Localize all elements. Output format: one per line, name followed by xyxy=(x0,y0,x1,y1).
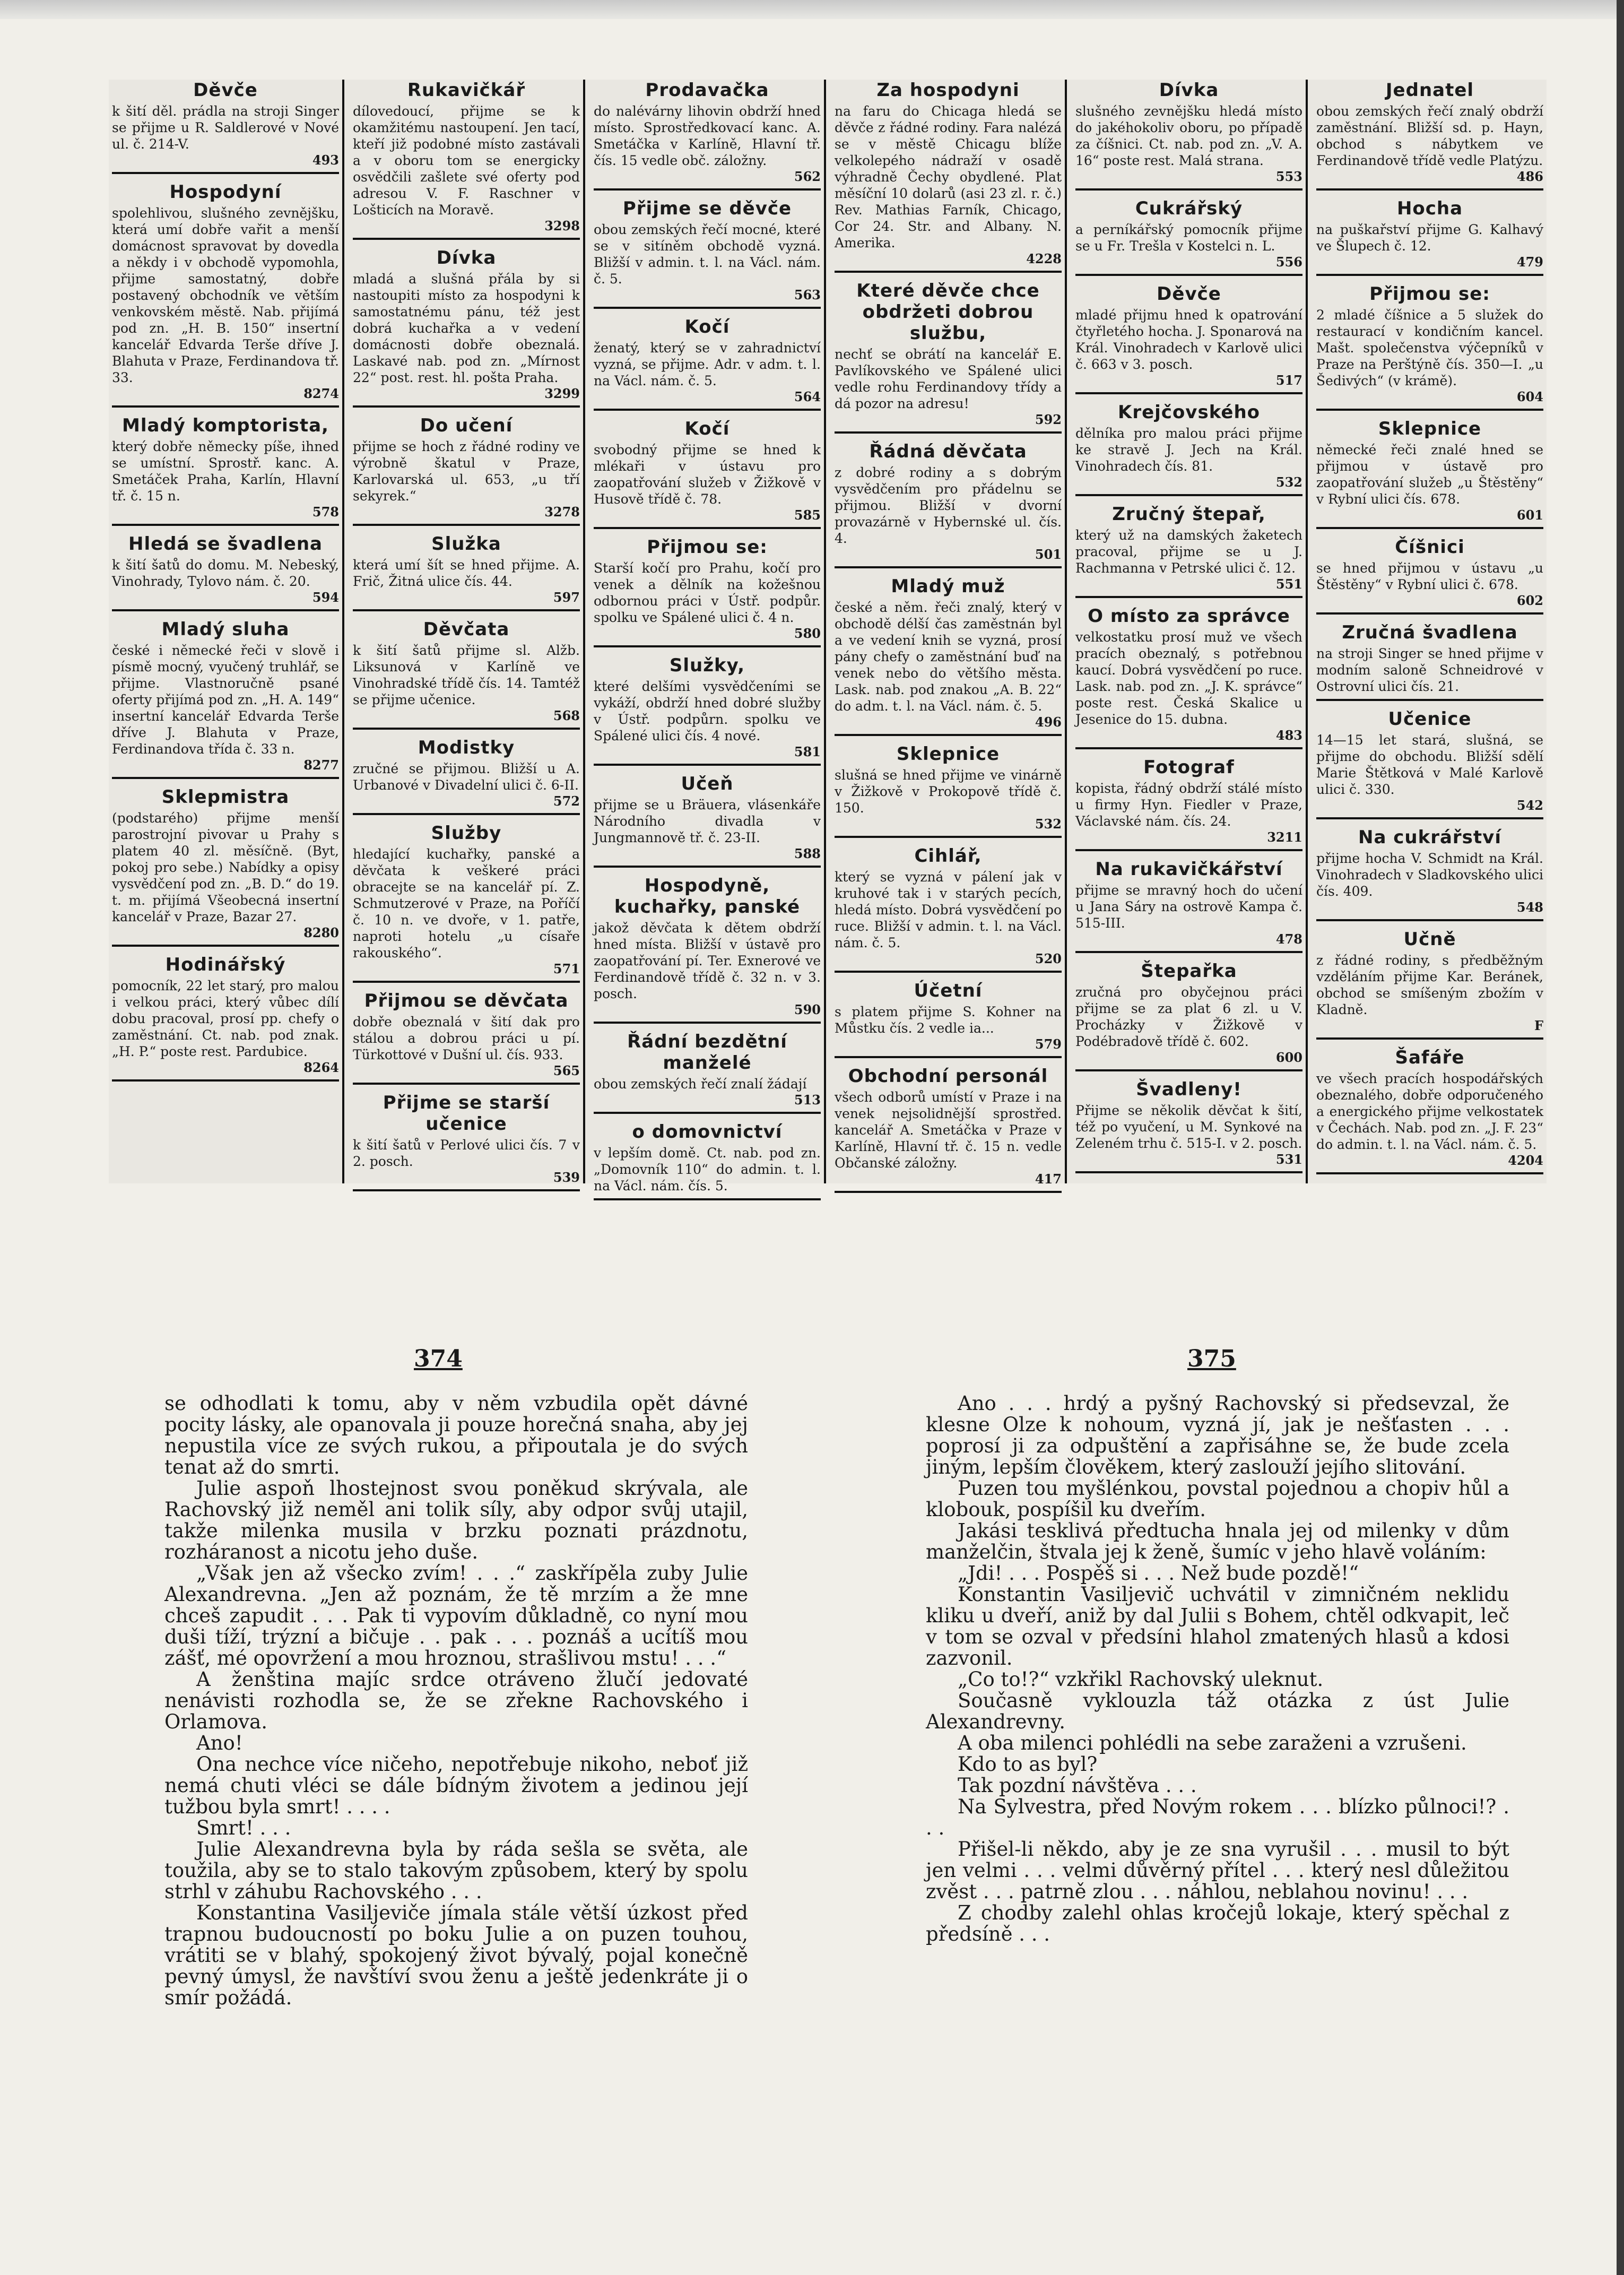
ad-heading: Hospodyní xyxy=(169,181,282,203)
ad-text: přijme se hoch z řádné rodiny ve výrobně škatul v Praze, Karlovarská ul. 653, „u tří sekyrek.“ xyxy=(353,439,580,504)
ad-number: 542 xyxy=(1516,798,1543,813)
ad-number: 3299 xyxy=(544,386,580,401)
ad-number: 483 xyxy=(1275,728,1302,743)
ad-text: zručné se přijmou. Bližší u A. Urbanové v Divadelní ulici č. 6-II. xyxy=(353,761,580,793)
classified-ad xyxy=(594,198,821,309)
ad-number: 592 xyxy=(1035,412,1062,427)
ad-column xyxy=(590,80,826,1193)
ad-text: obou zemských řečí mocné, které se v sitíněm obchodě vyzná. Bližší v admin. t. l. na Václ. nám. č. 5. xyxy=(594,222,821,287)
ad-number: 604 xyxy=(1516,389,1543,404)
ad-heading: Prodavačka xyxy=(645,80,769,101)
ad-text: obou zemských řečí znalí žádají xyxy=(594,1076,807,1092)
ad-text: které delšími vysvědčeními se vykáží, obdrží hned dobré služby v Ústř. podpůrn. spolku ve Spálené ulici čís. 4 nové. xyxy=(594,679,821,743)
classified-ad xyxy=(1316,622,1543,701)
ad-number: 532 xyxy=(1275,474,1302,490)
paragraph: Ona nechce více ničeho, nepotřebuje nikoho, neboť již nemá chuti vléci se dále bídným životem a jedinou její tužbou byla smrt! . . . . xyxy=(164,1753,748,1818)
ad-number: 486 xyxy=(1516,169,1543,184)
ad-heading: Šafáře xyxy=(1395,1047,1465,1068)
ad-text: ženatý, který se v zahradnictví vyzná, se přijme. Adr. v adm. t. l. na Václ. nám. č. 5. xyxy=(594,340,821,388)
ad-text: ve všech pracích hospodářských obeznalého, dobře odporučeného a energického přijme velkostatek v Čechách. Nab. pod zn. „J. F. 23“ do admin. t. l. na Václ. nám. č. 5. xyxy=(1316,1071,1543,1152)
classified-ad xyxy=(1075,961,1302,1071)
ad-heading: Řádná děvčata xyxy=(869,441,1027,462)
ad-number: 572 xyxy=(553,793,580,809)
ad-number: 4228 xyxy=(1026,251,1062,266)
ad-column xyxy=(109,80,344,1183)
classified-ad xyxy=(353,990,580,1085)
classified-ad xyxy=(594,875,821,1024)
ad-heading: Na rukavičkářství xyxy=(1095,859,1283,880)
ad-heading: Učně xyxy=(1403,929,1456,950)
ad-text: který dobře německy píše, ihned se umístní. Sprostř. kanc. A. Smetáček Praha, Karlín, Hlavní tř. č. 15 n. xyxy=(112,439,339,504)
ad-heading: Jednatel xyxy=(1385,80,1474,101)
ad-text: k šití šatů přijme sl. Alžb. Liksunová v Karlíně ve Vinohradské třídě čís. 14. Tamtéž se přijme učenice. xyxy=(353,643,580,707)
ad-heading: Hospodyně, kuchařky, panské xyxy=(614,875,801,918)
classified-ad xyxy=(1316,708,1543,819)
classified-ad xyxy=(112,80,339,174)
ad-heading: Cihlář, xyxy=(914,845,982,867)
ad-heading: Fotograf xyxy=(1143,757,1235,778)
ad-text: do nalévárny lihovin obdrží hned místo. Sprostředkovací kanc. A. Smetáčka v Karlíně, Hlavní tř. čís. 15 vedle obč. záložny. xyxy=(594,103,821,168)
ad-heading: o domovnictví xyxy=(632,1121,783,1143)
ad-heading: Učenice xyxy=(1388,708,1472,730)
book-page-left-text xyxy=(164,1393,748,2009)
ad-heading: Obchodní personál xyxy=(848,1066,1048,1087)
ad-heading: Dívka xyxy=(436,247,497,269)
ad-text: slušná se hned přijme ve vinárně v Žižkově v Prokopově třídě č. 150. xyxy=(835,767,1062,816)
classified-ad xyxy=(1075,402,1302,496)
classified-ad xyxy=(835,980,1062,1058)
classified-ad xyxy=(835,576,1062,736)
ad-number: 580 xyxy=(794,626,821,641)
ad-number: 531 xyxy=(1275,1152,1302,1167)
ad-heading: Učeň xyxy=(681,773,734,794)
paragraph: „Jdi! . . . Pospěš si . . . Než bude pozdě!“ xyxy=(958,1562,1359,1585)
paragraph: „Však jen až všecko zvím! . . .“ zaskřípěla zuby Julie Alexandrevna. „Jen až poznám, že tě mrzím a že mne chceš zapudit . . . Pak ti vypovím důkladně, co nyní mou duši tíží, trýzní a bičuje . . pak . . . poznáš a ucítíš mou zášť, mé opovržení a mou hroznou, strašlivou mstu! . . .“ xyxy=(164,1562,748,1670)
ad-text: s platem přijme S. Kohner na Můstku čís. 2 vedle ia... xyxy=(835,1004,1062,1036)
ad-number: 539 xyxy=(553,1170,580,1185)
ad-text: mladá a slušná přála by si nastoupiti místo za hospodyni k samostatnému pánu, též jest dobrá kuchařka a v vedení domácnosti dobře obeznalá. Laskavé nab. pod zn. „Mírnost 22“ post. rest. hl. pošta Praha. xyxy=(353,271,580,385)
ad-heading: Kočí xyxy=(684,316,730,338)
ad-heading: Sklepnice xyxy=(1378,418,1482,439)
ad-column xyxy=(1072,80,1308,1183)
paragraph: A ženština majíc srdce otráveno žlučí jedovaté nenávisti rozhodla se, že se zřekne Rachovského i Orlamova. xyxy=(164,1668,748,1733)
ad-number: 493 xyxy=(312,152,339,168)
ad-number: 551 xyxy=(1275,576,1302,592)
classified-ad xyxy=(594,1121,821,1200)
ad-number: 496 xyxy=(1035,714,1062,730)
classified-ad xyxy=(112,181,339,408)
ad-heading: Dívka xyxy=(1159,80,1219,101)
paragraph: Ano! xyxy=(196,1732,243,1754)
ad-text: k šití děl. prádla na stroji Singer se přijme u R. Saldlerové v Nové ul. č. 214-V. xyxy=(112,103,339,152)
classified-ad xyxy=(112,786,339,947)
ad-text: nechť se obrátí na kancelář E. Pavlíkovského ve Spálené ulici vedle rohu Ferdinandovy třídy a dá pozor na adresu! xyxy=(835,347,1062,411)
classified-ad xyxy=(835,280,1062,434)
ad-text: všech odborů umístí v Praze i na venek nejsolidnější sprostřed. kancelář A. Smetáčka v Praze v Karlíně, Hlavní tř. č. 15 n. vedle Občanské záložny. xyxy=(835,1089,1062,1171)
ad-heading: Přijme se starší učenice xyxy=(383,1092,550,1135)
ad-heading: Štepařka xyxy=(1141,961,1237,982)
paragraph: „Co to!?“ vzkřikl Rachovský uleknut. xyxy=(958,1668,1324,1691)
page-number-left: 374 xyxy=(414,1345,463,1372)
ad-number: 581 xyxy=(794,744,821,759)
ad-number: 588 xyxy=(794,846,821,861)
ad-text: Starší kočí pro Prahu, kočí pro venek a dělník na kožešnou odbornou práci v Ústř. podpůr. spolku ve Spálené ulici č. 4 n. xyxy=(594,560,821,625)
ad-number: 564 xyxy=(794,389,821,404)
ad-text: a perníkářský pomocník přijme se u Fr. Trešla v Kostelci n. L. xyxy=(1075,222,1302,254)
ad-heading: Modistky xyxy=(418,737,515,758)
ad-heading: Přijmou se: xyxy=(647,537,768,558)
paragraph: Ano . . . hrdý a pyšný Rachovský si předsevzal, že klesne Olze k nohoum, vyzná jí, jak je nešťasten . . . poprosí ji za odpuštění a zapřisáhne se, že bude zcela jiným, lepším člověkem, který zaslouží jejího slitování. xyxy=(926,1392,1509,1478)
ad-text: se hned přijmou v ústavu „u Štěstěny“ v Rybní ulici č. 678. xyxy=(1316,560,1543,592)
paragraph: Na Sylvestra, před Novým rokem . . . blízko půlnoci!? . . . xyxy=(926,1795,1509,1839)
ad-number: 8274 xyxy=(303,386,339,401)
classified-ad xyxy=(1316,198,1543,276)
ad-text: který už na damských žaketech pracoval, přijme se u J. Rachmanna v Petrské ulici č. 12. xyxy=(1075,527,1302,576)
ad-heading: Přijmou se děvčata xyxy=(364,990,569,1011)
classified-ad xyxy=(112,619,339,779)
ad-number: 517 xyxy=(1275,373,1302,388)
classified-ad xyxy=(1316,418,1543,529)
ad-heading: Cukrářský xyxy=(1135,198,1243,219)
ad-heading: Hocha xyxy=(1396,198,1463,219)
classified-ad xyxy=(1075,1079,1302,1173)
ad-heading: Na cukrářství xyxy=(1358,827,1501,848)
ad-text: kopista, řádný obdrží stálé místo u firmy Hyn. Fiedler v Praze, Václavské nám. čís. 24. xyxy=(1075,781,1302,829)
ad-text: německé řeči znalé hned se přijmou v ústavě pro zaopatřování služeb „u Štěstěny“ v Rybní ulici čís. 678. xyxy=(1316,442,1543,507)
ad-number: 556 xyxy=(1275,254,1302,270)
ad-number: F xyxy=(1534,1018,1543,1033)
ad-number: 602 xyxy=(1516,593,1543,608)
classified-ad xyxy=(594,316,821,411)
ad-heading: Děvčata xyxy=(423,619,510,640)
ad-heading: Přijme se děvče xyxy=(622,198,792,219)
classified-ad xyxy=(1316,283,1543,411)
ad-number: 501 xyxy=(1035,547,1062,562)
classified-ad xyxy=(353,737,580,815)
ad-text: přijme se u Bräuera, vlásenkáře Národního divadla v Jungmannově tř. č. 23-II. xyxy=(594,797,821,845)
classified-ad xyxy=(835,80,1062,273)
ad-number: 568 xyxy=(553,708,580,723)
ad-text: pomocník, 22 let starý, pro malou i velkou práci, který vůbec dílí dobu pracoval, prosí pp. chefy o zaměstnání. Ct. nab. pod znak. „H. P.“ poste rest. Pardubice. xyxy=(112,978,339,1059)
ad-number: 594 xyxy=(312,590,339,605)
ad-number: 585 xyxy=(794,507,821,523)
paragraph: Puzen tou myšlénkou, povstal pojednou a chopiv hůl a klobouk, pospíšil ku dveřím. xyxy=(926,1477,1509,1521)
ad-number: 8280 xyxy=(303,925,339,940)
ad-heading: Hodinářský xyxy=(165,954,286,975)
ad-text: na faru do Chicaga hledá se děvče z řádné rodiny. Fara nalézá se v městě Chicagu blíže velkolepého nádraží v osadě výhradně Čechy obydlené. Plat měsíční 10 dolarů (asi 23 zl. r. č.) Rev. Mathias Farník, Chicago, Cor 24. Str. and Albany. N. Amerika. xyxy=(835,103,1062,250)
ad-text: 14—15 let stará, slušná, se přijme do obchodu. Bližší sdělí Marie Štětková v Malé Karlově ulici č. 330. xyxy=(1316,732,1543,797)
ad-heading: Služka xyxy=(431,533,501,555)
classified-ad xyxy=(1075,859,1302,953)
ad-text: hledající kuchařky, panské a děvčata k veškeré práci obracejte se na kancelář pí. Z. Schmutzerové v Praze, na Poříčí č. 10 n. ve dvoře, v 1. patře, naproti hotelu „u císaře rakouského“. xyxy=(353,846,580,961)
scan-edge-top xyxy=(0,0,1624,19)
page-number-right: 375 xyxy=(1187,1345,1236,1372)
ad-text: české a něm. řeči znalý, který v obchodě délší čas zaměstnán byl a ve vedení knih se vyzná, prosí pány chefy o zaměstnání buď na venek nebo do většího města. Lask. nab. pod znakou „A. B. 22“ do adm. t. l. na Václ. nám. č. 5. xyxy=(835,600,1062,714)
ad-text: dělníka pro malou práci přijme ke stravě J. Jech na Král. Vinohradech čís. 81. xyxy=(1075,426,1302,474)
ad-heading: Krejčovského xyxy=(1117,402,1261,423)
ad-heading: Zručný štepař, xyxy=(1112,504,1266,525)
ad-text: v lepším domě. Ct. nab. pod zn. „Domovník 110“ do admin. t. l. na Václ. nám. čís. 5. xyxy=(594,1145,821,1193)
classified-ad xyxy=(594,537,821,647)
ad-heading: Mladý sluha xyxy=(161,619,290,640)
ad-text: který se vyzná v pálení jak v kruhové tak i v starých pecích, hledá místo. Dobrá vysvědčení po ruce. Bližší v admin. t. l. na Václ. nám. č. 5. xyxy=(835,869,1062,950)
ad-number: 571 xyxy=(553,961,580,976)
ad-number: 520 xyxy=(1035,951,1062,966)
paragraph: Jakási tesklivá předtucha hnala jej od milenky v dům manželčin, štvala jej k ženě, šumíc v jeho hlavě voláním: xyxy=(926,1519,1509,1563)
classified-ad xyxy=(1316,827,1543,921)
classified-ads-strip xyxy=(109,80,1547,1193)
classified-ad xyxy=(835,743,1062,838)
classified-ad xyxy=(1316,929,1543,1040)
ad-heading: Kočí xyxy=(684,418,730,439)
ad-text: svobodný přijme se hned k mlékaři v ústavu pro zaopatřování služeb v Žižkově v Husově třídě č. 78. xyxy=(594,442,821,507)
classified-ad xyxy=(594,80,821,191)
ad-number: 590 xyxy=(794,1002,821,1017)
ad-heading: Švadleny! xyxy=(1136,1079,1242,1100)
ad-heading: Účetní xyxy=(914,980,983,1001)
ad-heading: Mladý muž xyxy=(891,576,1005,597)
ad-number: 3211 xyxy=(1267,829,1302,845)
paragraph: Kdo to as byl? xyxy=(958,1753,1098,1776)
ad-number: 3298 xyxy=(544,218,580,233)
classified-ad xyxy=(594,418,821,529)
classified-ad xyxy=(594,1031,821,1114)
ad-number: 4204 xyxy=(1508,1153,1543,1168)
paragraph: Z chodby zalehl ohlas kročejů lokaje, který spěchal z předsíně . . . xyxy=(926,1901,1509,1945)
ad-number: 478 xyxy=(1275,931,1302,947)
ad-heading: Do učení xyxy=(420,415,513,436)
classified-ad xyxy=(112,533,339,611)
paragraph: Přišel-li někdo, aby je ze sna vyrušil . . . musil to být jen velmi . . . velmi důvěrný přítel . . . který nesl důležitou zvěst . . . patrně zlou . . . náhlou, neblahou novinu! . . . xyxy=(926,1838,1509,1903)
ad-heading: Děvče xyxy=(193,80,258,101)
ad-column xyxy=(831,80,1067,1187)
classified-ad xyxy=(835,441,1062,568)
ad-text: jakož děvčata k dětem obdrží hned místa. Bližší v ústavě pro zaopatřování pí. Ter. Exnerové ve Ferdinandově třídě č. 32 n. v 3. posch. xyxy=(594,920,821,1001)
ad-text: z dobré rodiny a s dobrým vysvědčením pro přádelnu se přijmou. Bližší v dvorní provazárně v Hybernské ul. čís. 4. xyxy=(835,465,1062,546)
ad-heading: Sklepmistra xyxy=(161,786,290,808)
classified-ad xyxy=(835,845,1062,973)
ad-number: 565 xyxy=(553,1063,580,1078)
ad-heading: Služky, xyxy=(669,655,745,676)
ad-text: spolehlivou, slušného zevnějšku, která umí dobře vařit a menší domácnost spravovat by dovedla a někdy i v obchodě vypomohla, přijme samostatný, dobře postavený obchodník ve větším venkovském městě. Nab. přijímá pod zn. „H. B. 150“ insertní kancelář Edvarda Terše dříve J. Blahuta v Praze, Ferdinandova tř. 33. xyxy=(112,205,339,385)
ad-text: zručná pro obyčejnou práci přijme se za plat 6 zl. u V. Procházky v Žižkově v Podébradově třídě č. 602. xyxy=(1075,984,1302,1049)
ad-number: 579 xyxy=(1035,1036,1062,1052)
ad-heading: Mladý komptorista, xyxy=(122,415,329,436)
classified-ad xyxy=(353,823,580,983)
ad-text: dílovedoucí, přijme se k okamžitému nastoupení. Jen tací, kteří již podobné místo zastávali a v oboru tom se energicky osvědčili zašlete své oferty pod adresou V. F. Raschner v Lošticích na Moravě. xyxy=(353,103,580,218)
classified-ad xyxy=(1075,605,1302,749)
classified-ad xyxy=(112,954,339,1082)
ad-text: Přijme se několik děvčat k šití, též po vyučení, u M. Synkové na Zeleném trhu č. 515-I. v 2. posch. xyxy=(1075,1103,1302,1151)
ad-number: 532 xyxy=(1035,816,1062,832)
classified-ad xyxy=(1075,283,1302,394)
paragraph: Julie aspoň lhostejnost svou poněkud skrývala, ale Rachovský již neměl ani tolik síly, aby odpor svůj utajil, takže milenka musila v brzku poznati prázdnotu, rozháranost a nicotu jeho duše. xyxy=(164,1477,748,1563)
ad-text: na puškařství přijme G. Kalhavý ve Šlupech č. 12. xyxy=(1316,222,1543,254)
ad-text: přijme se mravný hoch do učení u Jana Sáry na ostrově Kampa č. 515-III. xyxy=(1075,883,1302,931)
classified-ad xyxy=(353,533,580,611)
paragraph: Smrt! . . . xyxy=(196,1816,291,1839)
ad-heading: O místo za správce xyxy=(1088,605,1290,627)
ad-number: 8264 xyxy=(303,1060,339,1075)
scan-edge-right xyxy=(1617,0,1624,2275)
ad-number: 479 xyxy=(1516,254,1543,270)
ad-number: 513 xyxy=(794,1092,821,1108)
classified-ad xyxy=(353,415,580,526)
classified-ad xyxy=(594,655,821,766)
ad-number: 3278 xyxy=(544,504,580,520)
paragraph: Tak pozdní návštěva . . . xyxy=(958,1774,1197,1797)
paragraph: Julie Alexandrevna byla by ráda sešla se světa, ale toužila, aby se to stalo takovým způsobem, který by spolu strhl v záhubu Rachovského . . . xyxy=(164,1838,748,1903)
classified-ad xyxy=(835,1066,1062,1193)
classified-ad xyxy=(1075,504,1302,598)
ad-text: přijme hocha V. Schmidt na Král. Vinohradech v Sladkovského ulici čís. 409. xyxy=(1316,851,1543,899)
ad-heading: Děvče xyxy=(1157,283,1221,305)
classified-ad xyxy=(1075,757,1302,851)
ad-number: 563 xyxy=(794,287,821,302)
paragraph: A oba milenci pohlédli na sebe zaraženi a vzrušeni. xyxy=(958,1732,1467,1754)
ad-heading: Řádní bezdětní manželé xyxy=(627,1031,787,1074)
ad-text: k šití šatů do domu. M. Nebeský, Vinohrady, Tylovo nám. č. 20. xyxy=(112,557,339,589)
ad-number: 578 xyxy=(312,504,339,520)
ad-number: 601 xyxy=(1516,507,1543,523)
ad-heading: Za hospodyni xyxy=(876,80,1020,101)
ad-text: která umí šít se hned přijme. A. Frič, Žitná ulice čís. 44. xyxy=(353,557,580,589)
classified-ad xyxy=(1316,1047,1543,1174)
ad-text: 2 mladé číšnice a 5 služek do restaurací v kondičním kancel. Mašt. společenstva výčepníků v Praze na Perštýně čís. 350—I. „u Šedivých“ (v krámě). xyxy=(1316,307,1543,388)
classified-ad xyxy=(594,773,821,868)
ad-heading: Služby xyxy=(431,823,502,844)
classified-ad xyxy=(353,80,580,240)
paragraph: Konstantina Vasiljeviče jímala stále větší úzkost před trapnou budoucností po boku Julie a on puzen touhou, vrátiti se v blahý, spokojený život bývalý, pojal konečně pevný úmysl, že navštíví svou ženu a ještě jedenkráte ji o smír požádá. xyxy=(164,1901,748,2009)
ad-text: z řádné rodiny, s předběžným vzděláním přijme Kar. Beránek, obchod se smíšeným zbožím v Kladně. xyxy=(1316,953,1543,1017)
ad-number: 553 xyxy=(1275,169,1302,184)
ad-text: české i německé řeči v slově i písmě mocný, vyučený truhlář, se přijme. Vlastnoručně psané oferty přijímá pod zn. „H. A. 149“ insertní kancelář Edvarda Terše dříve J. Blahuta v Praze, Ferdinandova třída č. 33 n. xyxy=(112,643,339,757)
paragraph: se odhodlati k tomu, aby v něm vzbudila opět dávné pocity lásky, ale opanovala ji pouze horečná snaha, aby jej nepustila více ze svých rukou, a připoutala je do svých tenat až do smrti. xyxy=(164,1392,748,1478)
paragraph: Konstantin Vasiljevič uchvátil v zimničném neklidu kliku u dveří, aniž by dal Julii s Bohem, chtěl odkvapit, leč v tom se ozval v předsíni hlahol zmatených hlasů a kdosi zazvonil. xyxy=(926,1583,1509,1670)
ad-number: 417 xyxy=(1035,1171,1062,1187)
ad-text: dobře obeznalá v šití dak pro stálou a dobrou práci u pí. Türkottové v Dušní ul. čís. 933. xyxy=(353,1014,580,1062)
classified-ad xyxy=(353,1092,580,1191)
classified-ad xyxy=(1075,80,1302,191)
ad-text: na stroji Singer se hned přijme v modním saloně Schneidrové v Ostrovní ulici čís. 21. xyxy=(1316,646,1543,694)
ad-number: 8277 xyxy=(303,757,339,773)
book-page-right-text xyxy=(926,1393,1509,1945)
ad-heading: Přijmou se: xyxy=(1369,283,1490,305)
classified-ad xyxy=(1316,537,1543,615)
classified-ad xyxy=(353,247,580,408)
ad-heading: Zručná švadlena xyxy=(1342,622,1518,643)
ad-text: obou zemských řečí znalý obdrží zaměstnání. Bližší sd. p. Hayn, obchod s nábytkem ve Ferdinandově třídě vedle Platýzu. xyxy=(1316,103,1543,168)
ad-text: k šití šatů v Perlové ulici čís. 7 v 2. posch. xyxy=(353,1137,580,1169)
ad-heading: Číšnici xyxy=(1395,537,1465,558)
ad-column xyxy=(350,80,585,1183)
ad-number: 597 xyxy=(553,590,580,605)
classified-ad xyxy=(112,415,339,526)
ad-text: velkostatku prosí muž ve všech pracích obeznalý, s potřebnou kaucí. Dobrá vysvědčení po ruce. Lask. nab. pod zn. „J. K. správce“ poste rest. Česká Skalice u Jesenice do 15. dubna. xyxy=(1075,629,1302,727)
ad-column xyxy=(1313,80,1547,1183)
classified-ad xyxy=(1316,80,1543,191)
ad-text: (podstarého) přijme menší parostrojní pivovar u Prahy s platem 40 zl. měsíčně. (Byt, pokoj pro sebe.) Nabídky a opisy vysvědčení pod zn. „B. D.“ do 19. t. m. přijímá Všeobecná insertní kancelář v Praze, Bazar 27. xyxy=(112,810,339,924)
classified-ad xyxy=(353,619,580,730)
ad-number: 562 xyxy=(794,169,821,184)
paragraph: Současně vyklouzla táž otázka z úst Julie Alexandrevny. xyxy=(926,1689,1509,1733)
ad-number: 548 xyxy=(1516,899,1543,915)
ad-heading: Rukavičkář xyxy=(407,80,526,101)
ad-number: 600 xyxy=(1275,1050,1302,1065)
ad-heading: Hledá se švadlena xyxy=(128,533,323,555)
ad-heading: Které děvče chce obdržeti dobrou službu, xyxy=(856,280,1040,344)
classified-ad xyxy=(1075,198,1302,276)
ad-text: slušného zevnějšku hledá místo do jakéhokoliv oboru, po případě za číšnici. Ct. nab. pod zn. „V. A. 16“ poste rest. Malá strana. xyxy=(1075,103,1302,168)
ad-heading: Sklepnice xyxy=(896,743,1000,765)
ad-text: mladé přijmu hned k opatrování čtyřletého hocha. J. Sponarová na Král. Vinohradech v Karlově ulici č. 663 v 3. posch. xyxy=(1075,307,1302,372)
